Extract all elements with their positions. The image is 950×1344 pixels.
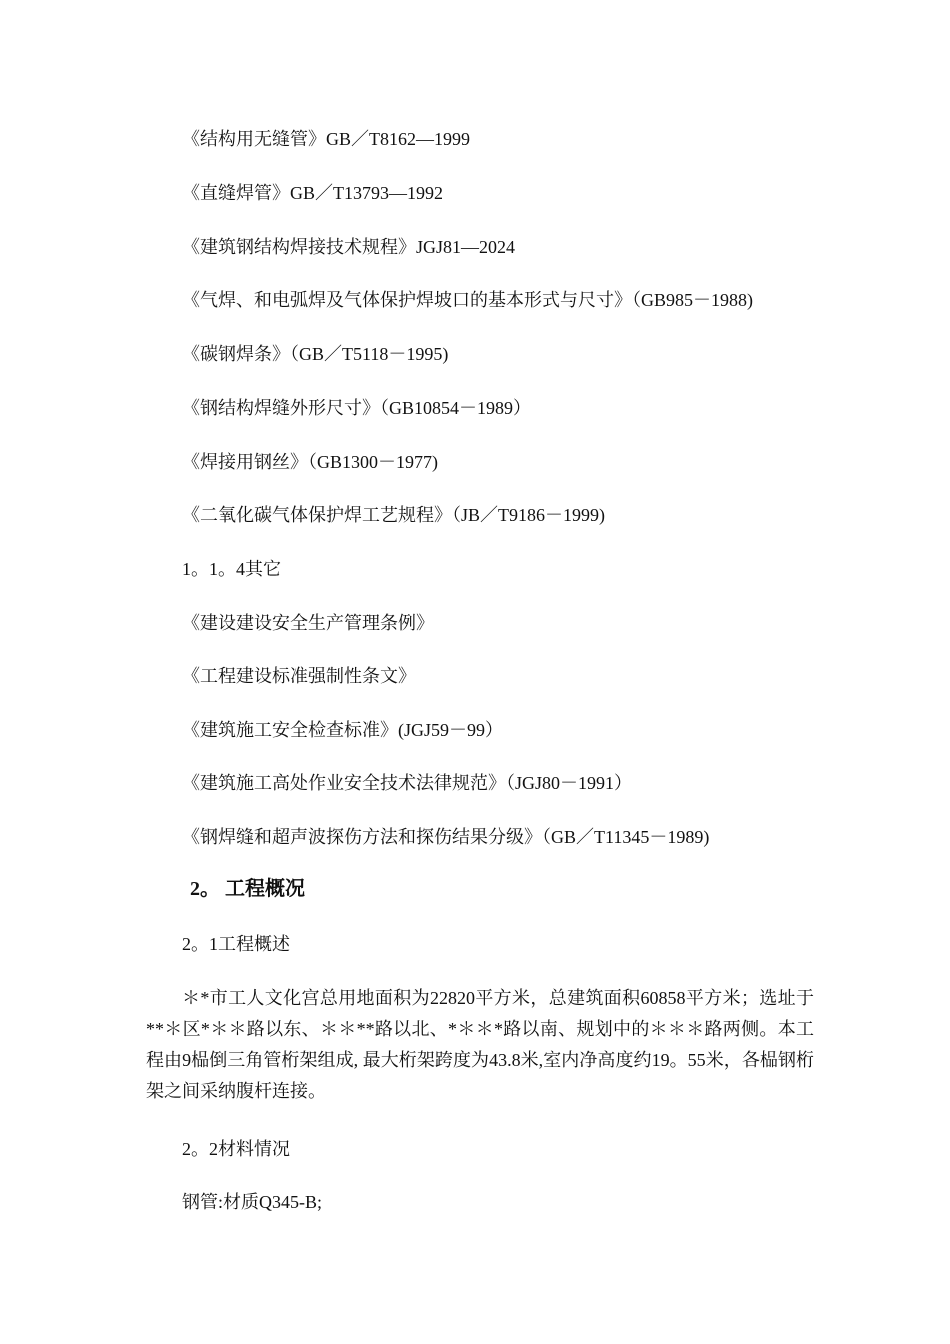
reference-item: 《建筑施工安全检查标准》(JGJ59－99） <box>182 720 504 740</box>
reference-item: 《结构用无缝管》GB／T8162—1999 <box>182 129 470 149</box>
section-heading: 2。 工程概况 <box>190 878 305 900</box>
reference-item: 《直缝焊管》GB／T13793—1992 <box>182 183 443 203</box>
overview-paragraph: ＊*市工人文化宫总用地面积为22820平方米，总建筑面积60858平方米；选址于**＊区*＊＊路以东、＊＊**路以北、*＊＊*路以南、规划中的＊＊＊路两侧。本工程由9榀倒三角管桁架组成, 最大桁架跨度为43.8米,室内净高度约19。55米，各榀钢桁架之间采纳腹杆连接。 <box>146 988 814 1101</box>
reference-item: 《钢焊缝和超声波探伤方法和探伤结果分级》（GB／T11345－1989) <box>182 827 710 847</box>
material-item: 钢管:材质Q345-B; <box>182 1192 323 1212</box>
reference-item: 《建筑钢结构焊接技术规程》JGJ81—2024 <box>182 237 516 257</box>
reference-item: 《气焊、和电弧焊及气体保护焊坡口的基本形式与尺寸》（GB985－1988) <box>182 290 753 310</box>
reference-item: 《焊接用钢丝》（GB1300－1977) <box>182 452 438 472</box>
reference-item: 《工程建设标准强制性条文》 <box>182 666 416 686</box>
reference-item: 《建设建设安全生产管理条例》 <box>182 613 434 633</box>
subsection-title: 1。1。4其它 <box>182 559 281 579</box>
reference-item: 《二氧化碳气体保护焊工艺规程》（JB／T9186－1999) <box>182 505 605 525</box>
subsection-title: 2。2材料情况 <box>182 1139 290 1159</box>
subsection-title: 2。1工程概述 <box>182 934 290 954</box>
reference-item: 《钢结构焊缝外形尺寸》（GB10854－1989） <box>182 398 532 418</box>
reference-item: 《建筑施工高处作业安全技术法律规范》（JGJ80－1991） <box>182 773 633 793</box>
reference-item: 《碳钢焊条》（GB／T5118－1995) <box>182 344 449 364</box>
